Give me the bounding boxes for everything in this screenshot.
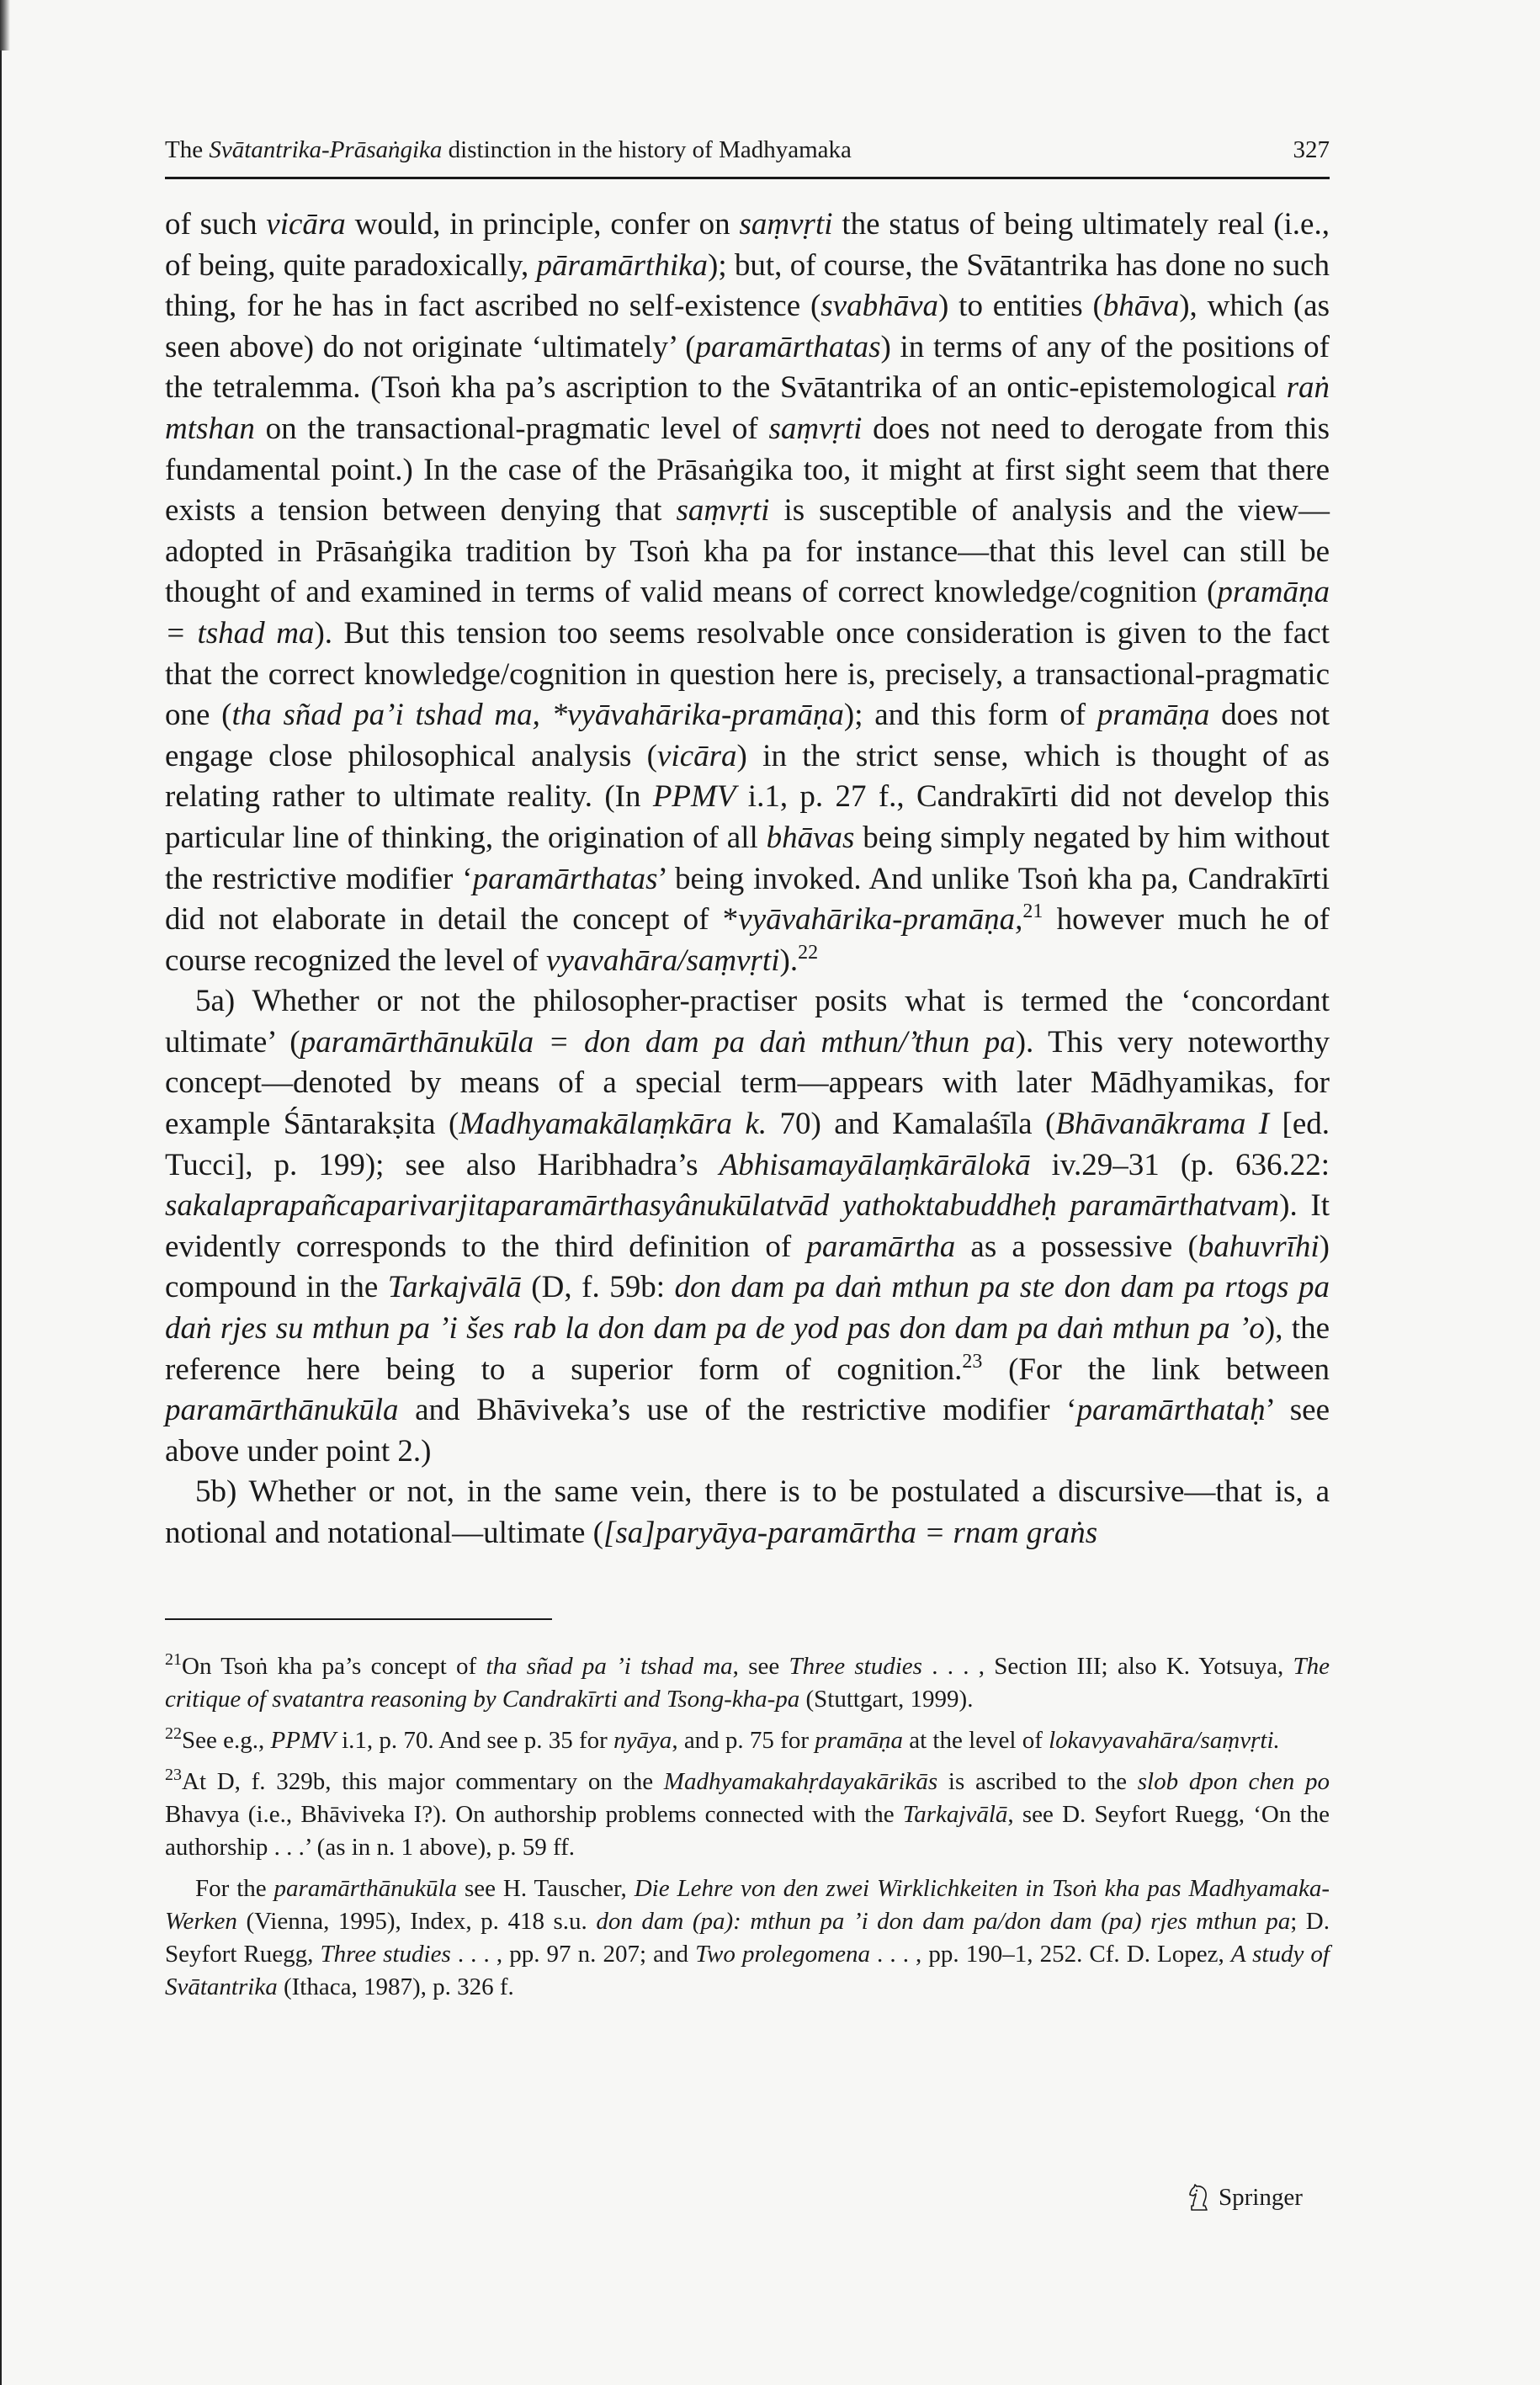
running-title: The Svātantrika-Prāsaṅgika distinction in the history of Madhyamaka (165, 136, 852, 163)
italic-term: pramāṇa (1097, 698, 1210, 733)
page-number: 327 (1293, 136, 1330, 163)
footnote-marker: 22 (798, 941, 819, 964)
italic-term: saṃvṛti (768, 411, 863, 446)
footnote-22: $^{22}$See e.g., PPMV i.1, p. 70. And see p. 35 for nyāya, and p. 75 for pramāṇa at the level of lokavyavahāra/saṃvṛti. (165, 1724, 1280, 1754)
italic-term: saṃvṛti (676, 493, 770, 529)
italic-term: [sa]paryāya-paramārtha = rnam graṅs (603, 1516, 1098, 1550)
italic-term: don dam (pa): mthun pa ’i don dam pa/don dam (pa) rjes mthun pa (596, 1907, 1291, 1935)
italic-term: Abhisamayālaṃkārālokā (719, 1147, 1031, 1182)
italic-term: tha sñad pa’i tshad ma, *vyāvahārika-pramāṇa (231, 698, 844, 733)
italic-term: bhāva (1102, 289, 1180, 324)
footnote-marker: 23 (962, 1350, 983, 1373)
italic-term: paramārtha (806, 1229, 956, 1264)
footnote-23: $^{23}$At D, f. 329b, this major commentary on the Madhyamakahṛdayakārikās is ascribed to the slob dpon chen po Bhavya (i.e., Bhāviveka I?). On authorship problems connected with the Tarkajvālā, see D. Seyfort Ruegg, ‘On the authorship . . .’ (as in n. 1 above), p. 59 ff. (165, 1765, 1330, 1861)
italic-term: vicāra (266, 207, 346, 242)
italic-term: tha sñad pa ’i tshad ma (486, 1652, 733, 1680)
body-text (165, 205, 1330, 1554)
italic-term: The critique of svatantra reasoning by Candrakīrti and Tsong-kha-pa (165, 1652, 1330, 1713)
italic-term: paramārthānukūla (273, 1874, 458, 1902)
footnotes (165, 1650, 1330, 2004)
italic-term: pramāṇa (815, 1726, 903, 1754)
paragraph: 5b) Whether or not, in the same vein, there is to be postulated a discursive—that is, a notional and notational—ultimate ([sa]paryāya-paramārtha = rnam graṅs (165, 1474, 1330, 1550)
page-corner-shadow (0, 0, 10, 50)
italic-term: Two prolegomena (695, 1940, 870, 1968)
italic-term: Madhyamakālaṃkāra k. (459, 1107, 767, 1142)
italic-term: raṅ mtshan (165, 370, 1330, 446)
springer-knight-icon (1187, 2183, 1212, 2212)
italic-term: paramārthānukūla = don dam pa daṅ mthun/’thun pa (300, 1024, 1016, 1060)
italic-term: Bhāvanākrama I (1055, 1107, 1270, 1142)
italic-term: Madhyamakahṛdayakārikās (663, 1767, 938, 1795)
italic-term: A study of Svātantrika (165, 1940, 1330, 2000)
running-header (165, 135, 1330, 179)
footnote-marker: 23 (165, 1765, 182, 1784)
italic-term: paramārthatas (472, 861, 658, 896)
italic-term: bahuvrīhi (1197, 1229, 1320, 1264)
footnote-marker: 22 (165, 1724, 182, 1743)
italic-term: paramārthataḥ (1076, 1393, 1266, 1428)
paragraph: 5a) Whether or not the philosopher-practiser posits what is termed the ‘concordant ultimate’ (paramārthānukūla = don dam pa daṅ mthun/’thun pa). This very noteworthy concept—denoted by means of a special term—appears with later Mādhyamikas, for example Śāntarakṣita (Madhyamakālaṃkāra k. 70) and Kamalaśīla (Bhāvanākrama I [ed. Tucci], p. 199); see also Haribhadra’s Abhisamayālaṃkārālokā iv.29–31 (p. 636.22: sakalaprapañcaparivarjitaparamārthasyânukūlatvād yathoktabuddheḥ paramārthatvam). It evidently corresponds to the third definition of paramārtha as a possessive (bahuvrīhi) compound in the Tarkajvālā (D, f. 59b: don dam pa daṅ mthun pa ste don dam pa rtogs pa daṅ rjes su mthun pa ’i šes rab la don dam pa de yod pas don dam pa daṅ mthun pa ’o), the reference here being to a superior form of cognition.$^{23}$ (For the link between paramārthānukūla and Bhāviveka’s use of the restrictive modifier ‘paramārthataḥ’ see above under point 2.) (165, 984, 1330, 1469)
italic-term: Tarkajvālā (902, 1800, 1008, 1828)
italic-term: bhāvas (766, 820, 855, 855)
italic-term: Die Lehre von den zwei Wirklichkeiten in Tsoṅ kha pas Madhyamaka-Werken (165, 1874, 1330, 1935)
footnote-21: $^{21}$On Tsoṅ kha pa’s concept of tha sñad pa ’i tshad ma, see Three studies . . . , Section III; also K. Yotsuya, The critique of svatantra reasoning by Candrakīrti and Tsong-kha-pa (Stuttgart, 1999). (165, 1649, 1330, 1713)
page-content (165, 135, 1330, 2012)
italic-term: slob dpon chen po (1137, 1767, 1330, 1795)
footnote-marker: 21 (1022, 900, 1043, 923)
italic-term: saṃvṛti (739, 207, 833, 242)
italic-term: vyāvahārika-pramāṇa, (738, 902, 1023, 938)
italic-term: sakalaprapañcaparivarjitaparamārthasyânukūlatvād yathoktabuddheḥ paramārthatvam (165, 1188, 1280, 1224)
italic-term: pramāṇa = tshad ma (165, 575, 1330, 651)
italic-term: nyāya (613, 1726, 672, 1754)
paragraph: of such vicāra would, in principle, confer on saṃvṛti the status of being ultimately real (i.e., of being, quite paradoxically, pāramārthika); but, of course, the Svātantrika has done no such thing, for he has in fact ascribed no self-existence (svabhāva) to entities (bhāva), which (as seen above) do not originate ‘ultimately’ (paramārthatas) in terms of any of the positions of the tetralemma. (Tsoṅ kha pa’s ascription to the Svātantrika of an ontic-epistemological raṅ mtshan on the transactional-pragmatic level of saṃvṛti does not need to derogate from this fundamental point.) In the case of the Prāsaṅgika too, it might at first sight seem that there exists a tension between denying that saṃvṛti is susceptible of analysis and the view—adopted in Prāsaṅgika tradition by Tsoṅ kha pa for instance—that this level can still be thought of and examined in terms of valid means of correct knowledge/cognition (pramāṇa = tshad ma). But this tension too seems resolvable once consideration is given to the fact that the correct knowledge/cognition in question here is, precisely, a transactional-pragmatic one (tha sñad pa’i tshad ma, *vyāvahārika-pramāṇa); and this form of pramāṇa does not engage close philosophical analysis (vicāra) in the strict sense, which is thought of as relating rather to ultimate reality. (In PPMV i.1, p. 27 f., Candrakīrti did not develop this particular line of thinking, the origination of all bhāvas being simply negated by him without the restrictive modifier ‘paramārthatas’ being invoked. And unlike Tsoṅ kha pa, Candrakīrti did not elaborate in detail the concept of *vyāvahārika-pramāṇa,$^{21}$ however much he of course recognized the level of vyavahāra/saṃvṛti).$^{22}$ (165, 207, 1330, 978)
footnote-23-continued: For the paramārthānukūla see H. Tauscher, Die Lehre von den zwei Wirklichkeiten in Tsoṅ kha pas Madhyamaka-Werken (Vienna, 1995), Index, p. 418 s.u. don dam (pa): mthun pa ’i don dam pa/don dam (pa) rjes mthun pa; D. Seyfort Ruegg, Three studies . . . , pp. 97 n. 207; and Two prolegomena . . . , pp. 190–1, 252. Cf. D. Lopez, A study of Svātantrika (Ithaca, 1987), p. 326 f. (165, 1874, 1330, 2000)
footnote-marker: 21 (165, 1649, 182, 1669)
italic-term: PPMV (270, 1726, 336, 1754)
italic-term: vicāra (657, 738, 737, 773)
italic-term: vyavahāra/saṃvṛti (546, 943, 780, 978)
italic-term: svabhāva (820, 289, 939, 324)
italic-term: Three studies (789, 1652, 922, 1680)
italic-term: Three studies (320, 1940, 451, 1968)
italic-term: paramārthānukūla (165, 1393, 399, 1428)
italic-term: paramārthatas (695, 329, 881, 364)
italic-term: don dam pa daṅ mthun pa ste don dam pa rtogs pa daṅ rjes su mthun pa ’i šes rab la don dam pa de yod pas don dam pa daṅ mthun pa ’o (165, 1270, 1330, 1347)
publisher-logo (1187, 2183, 1303, 2212)
footnote-rule (165, 1618, 552, 1620)
italic-term: pāramārthika (536, 247, 709, 283)
italic-term: Tarkajvālā (387, 1270, 522, 1305)
page-binding-edge (0, 0, 2, 2385)
italic-term: PPMV (652, 779, 736, 815)
publisher-name: Springer (1219, 2183, 1303, 2211)
italic-term: lokavyavahāra/saṃvṛti. (1049, 1726, 1280, 1754)
